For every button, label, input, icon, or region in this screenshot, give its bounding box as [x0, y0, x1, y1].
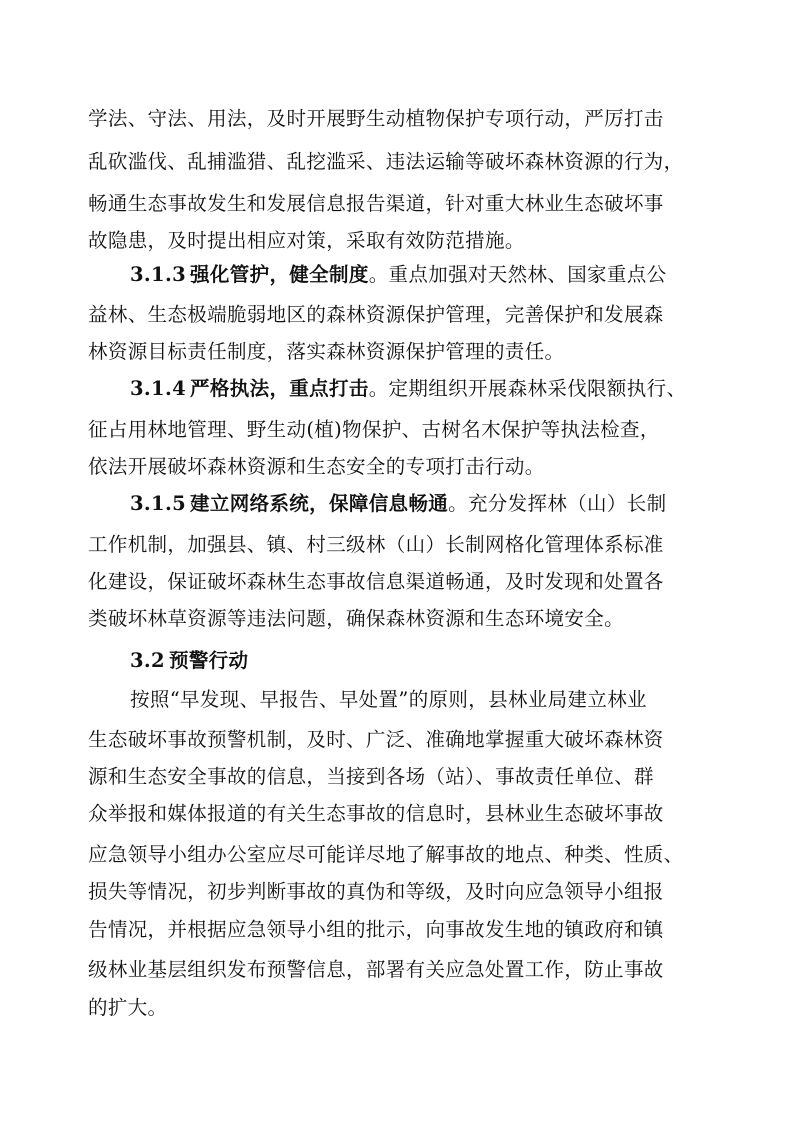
body-text-line: 众举报和媒体报道的有关生态事故的信息时，县林业生态破坏事故 [88, 802, 664, 825]
body-text-line: 工作机制，加强县、镇、村三级林（山）长制网格化管理体系标准 [88, 533, 664, 556]
section-3-1-5-first-line [130, 492, 666, 516]
body-text-line: 乱砍滥伐、乱捕滥猎、乱挖滥采、违法运输等破坏森林资源的行为， [88, 150, 684, 173]
section-3-1-4-first-line [130, 377, 686, 401]
section-heading: 强化管护，健全制度 [190, 263, 369, 286]
section-number: 3.1.3 [130, 263, 187, 286]
body-text: 。重点加强对天然林、国家重点公 [368, 263, 667, 286]
section-number: 3.2 [130, 649, 165, 672]
body-text-line: 故隐患，及时提出相应对策，采取有效防范措施。 [88, 229, 525, 252]
body-text-line: 生态破坏事故预警机制，及时、广泛、准确地掌握重大破坏森林资 [88, 728, 664, 751]
body-text-line: 畅通生态事故发生和发展信息报告渠道，针对重大林业生态破坏事 [88, 192, 664, 215]
body-text-line: 类破坏林草资源等违法问题，确保森林资源和生态环境安全。 [88, 607, 624, 630]
body-text-line: 按照“早发现、早报告、早处置”的原则，县林业局建立林业 [130, 688, 647, 711]
section-number: 3.1.5 [130, 492, 187, 515]
body-text-line: 损失等情况，初步判断事故的真伪和等级，及时向应急领导小组报 [88, 880, 664, 903]
section-3-1-3-first-line [130, 263, 666, 287]
section-heading: 严格执法，重点打击 [190, 377, 369, 400]
body-text-line: 告情况，并根据应急领导小组的批示，向事故发生地的镇政府和镇 [88, 918, 664, 941]
body-text: 。定期组织开展森林采伐限额执行、 [368, 377, 687, 400]
body-text-line: 应急领导小组办公室应尽可能详尽地了解事故的地点、种类、性质、 [88, 843, 684, 866]
body-text-line: 的扩大。 [88, 996, 168, 1019]
body-text-line: 化建设，保证破坏森林生态事故信息渠道畅通，及时发现和处置各 [88, 570, 664, 593]
section-heading: 建立网络系统，保障信息畅通 [190, 492, 449, 515]
section-number: 3.1.4 [130, 377, 187, 400]
body-text-line: 学法、守法、用法，及时开展野生动植物保护专项行动，严厉打击 [88, 107, 664, 130]
body-text-line: 益林、生态极端脆弱地区的森林资源保护管理，完善保护和发展森 [88, 303, 664, 326]
body-text-line: 级林业基层组织发布预警信息，部署有关应急处置工作，防止事故 [88, 958, 664, 981]
section-heading: 预警行动 [168, 649, 249, 672]
body-text-line: 林资源目标责任制度，落实森林资源保护管理的责任。 [88, 340, 565, 363]
body-text: 。充分发挥林（山）长制 [448, 492, 667, 515]
body-text-line: 依法开展破坏森林资源和生态安全的专项打击行动。 [88, 455, 545, 478]
body-text-line: 征占用林地管理、野生动(植)物保护、古树名木保护等执法检查， [88, 418, 660, 441]
section-3-2-heading [130, 649, 248, 673]
body-text-line: 源和生态安全事故的信息，当接到各场（站）、事故责任单位、群 [88, 765, 654, 788]
